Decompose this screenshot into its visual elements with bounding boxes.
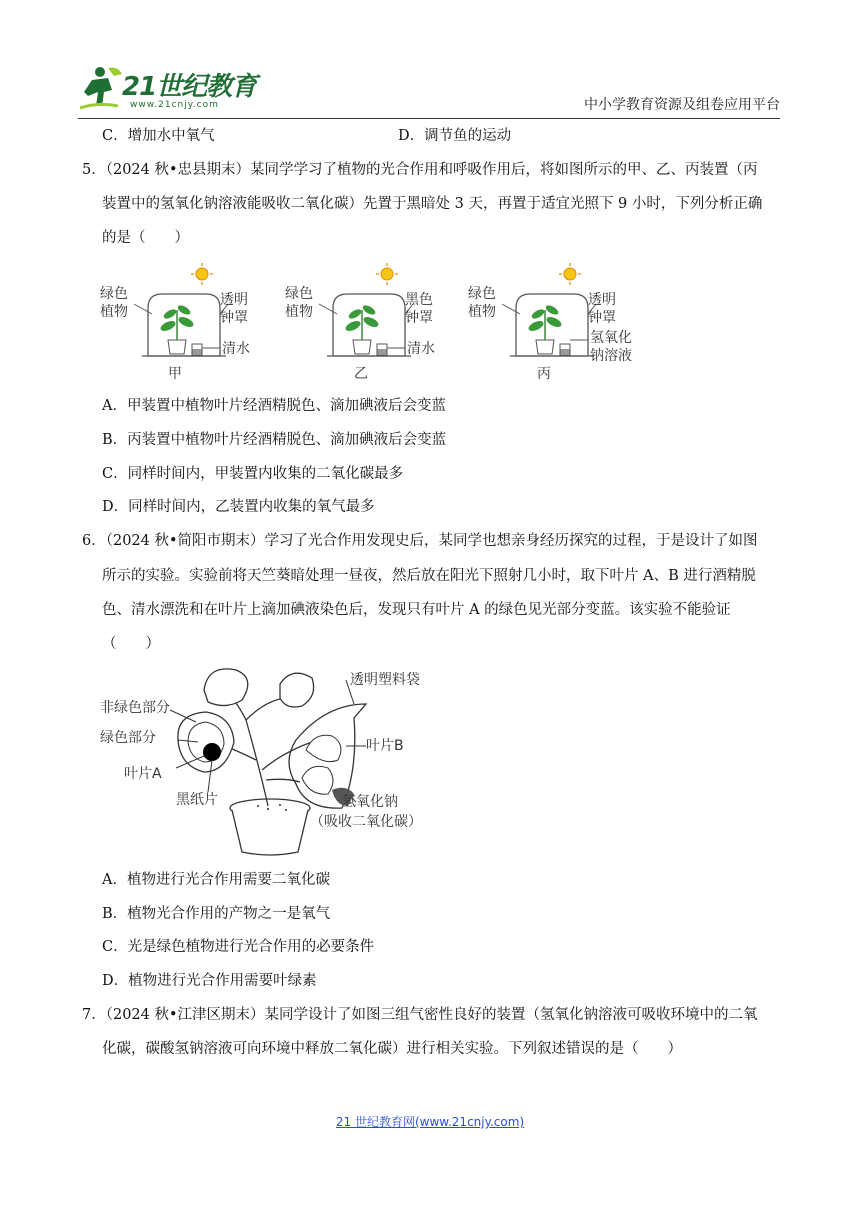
leaf-icon <box>159 319 177 333</box>
q5-option-c: C．同样时间内，甲装置内收集的二氧化碳最多 <box>102 466 404 482</box>
svg-text:钠溶液: 钠溶液 <box>590 348 632 364</box>
q5-option-a: A．甲装置中植物叶片经酒精脱色、滴加碘液后会变蓝 <box>102 398 446 414</box>
label-black-paper: 黑纸片 <box>176 792 218 808</box>
q4-option-d: D．调节鱼的运动 <box>398 128 512 144</box>
svg-text:清水: 清水 <box>407 341 435 357</box>
logo <box>78 60 278 116</box>
jia-name: 甲 <box>168 366 182 382</box>
black-paper <box>203 743 221 761</box>
q5-option-d: D．同样时间内，乙装置内收集的氧气最多 <box>102 499 375 515</box>
q6-stem-line-3: 色、清水漂洗和在叶片上滴加碘液染色后，发现只有叶片 A 的绿色见光部分变蓝。该实验不能验证 <box>102 602 731 618</box>
q6-option-b: B．植物光合作用的产物之一是氧气 <box>102 906 331 922</box>
q5-stem-line-3: 的是（ ） <box>102 230 189 246</box>
leaf-a <box>178 712 234 772</box>
q6-option-a: A．植物进行光合作用需要二氧化碳 <box>102 872 330 888</box>
label-non-green: 非绿色部分 <box>100 700 170 716</box>
logo-url: www.21cnjy.com <box>130 100 219 110</box>
runner-logo-icon <box>78 62 128 114</box>
leaf-icon <box>204 669 314 707</box>
svg-text:绿色: 绿色 <box>468 286 496 302</box>
yi-name: 乙 <box>354 366 368 382</box>
q5-figure <box>96 260 646 384</box>
q6-stem-line-4: （ ） <box>102 636 160 652</box>
svg-text:绿色: 绿色 <box>285 286 313 302</box>
q7-stem-line-2: 化碳，碳酸氢钠溶液可向环境中释放二氧化碳）进行相关实验。下列叙述错误的是（ ） <box>102 1041 682 1057</box>
bing-name: 丙 <box>537 366 551 382</box>
svg-text:清水: 清水 <box>222 341 250 357</box>
footer-link[interactable]: 21 世纪教育网(www.21cnjy.com) <box>335 1115 525 1129</box>
label-green: 绿色部分 <box>100 730 156 746</box>
q7-stem-line-1: 7．（2024 秋•江津区期末）某同学设计了如图三组气密性良好的装置（氢氧化钠溶液可吸收环境中的二氧 <box>82 1007 758 1023</box>
svg-text:钟罩: 钟罩 <box>588 310 616 326</box>
svg-text:透明: 透明 <box>220 292 248 308</box>
svg-text:植物: 植物 <box>285 304 313 320</box>
q6-option-d: D．植物进行光合作用需要叶绿素 <box>102 973 317 989</box>
platform-name: 中小学教育资源及组卷应用平台 <box>584 97 780 113</box>
svg-text:黑色: 黑色 <box>405 292 433 308</box>
pot-icon <box>230 799 310 855</box>
q4-option-c: C．增加水中氧气 <box>102 128 215 144</box>
q5-option-b: B．丙装置中植物叶片经酒精脱色、滴加碘液后会变蓝 <box>102 432 447 448</box>
label-leaf-b: 叶片B <box>366 738 404 754</box>
label-leaf-a: 叶片A <box>124 766 162 782</box>
label-naoh-note: （吸收二氧化碳） <box>310 814 422 830</box>
svg-text:透明: 透明 <box>588 292 616 308</box>
q6-stem-line-1: 6．（2024 秋•简阳市期末）学习了光合作用发现史后，某同学也想亲身经历探究的过程，于是设计了如图 <box>82 533 758 549</box>
jia-left-label-1: 绿色 <box>100 286 128 302</box>
svg-text:植物: 植物 <box>100 304 128 320</box>
label-bag: 透明塑料袋 <box>350 672 420 688</box>
page-header <box>78 60 780 119</box>
svg-text:氢氧化: 氢氧化 <box>590 330 632 346</box>
sun-icon <box>196 268 208 280</box>
svg-text:钟罩: 钟罩 <box>220 310 248 326</box>
q6-figure <box>96 660 446 860</box>
q5-stem-line-1: 5．（2024 秋•忠县期末）某同学学习了植物的光合作用和呼吸作用后，将如图所示的甲、乙、丙装置（丙 <box>82 162 758 178</box>
q5-stem-line-2: 装置中的氢氧化钠溶液能吸收二氧化碳）先置于黑暗处 3 天，再置于适宜光照下 9 小时，下列分析正确 <box>102 196 763 212</box>
setup-jia <box>134 263 228 356</box>
pot-icon <box>168 340 186 354</box>
logo-text: 21世纪教育 <box>122 72 257 102</box>
q6-stem-line-2: 所示的实验。实验前将天竺葵暗处理一昼夜，然后放在阳光下照射几小时，取下叶片 A、B 进行酒精脱 <box>102 568 756 584</box>
svg-text:植物: 植物 <box>468 304 496 320</box>
q6-option-c: C．光是绿色植物进行光合作用的必要条件 <box>102 939 375 955</box>
label-naoh: 氢氧化钠 <box>342 794 398 810</box>
svg-text:钟罩: 钟罩 <box>405 310 433 326</box>
